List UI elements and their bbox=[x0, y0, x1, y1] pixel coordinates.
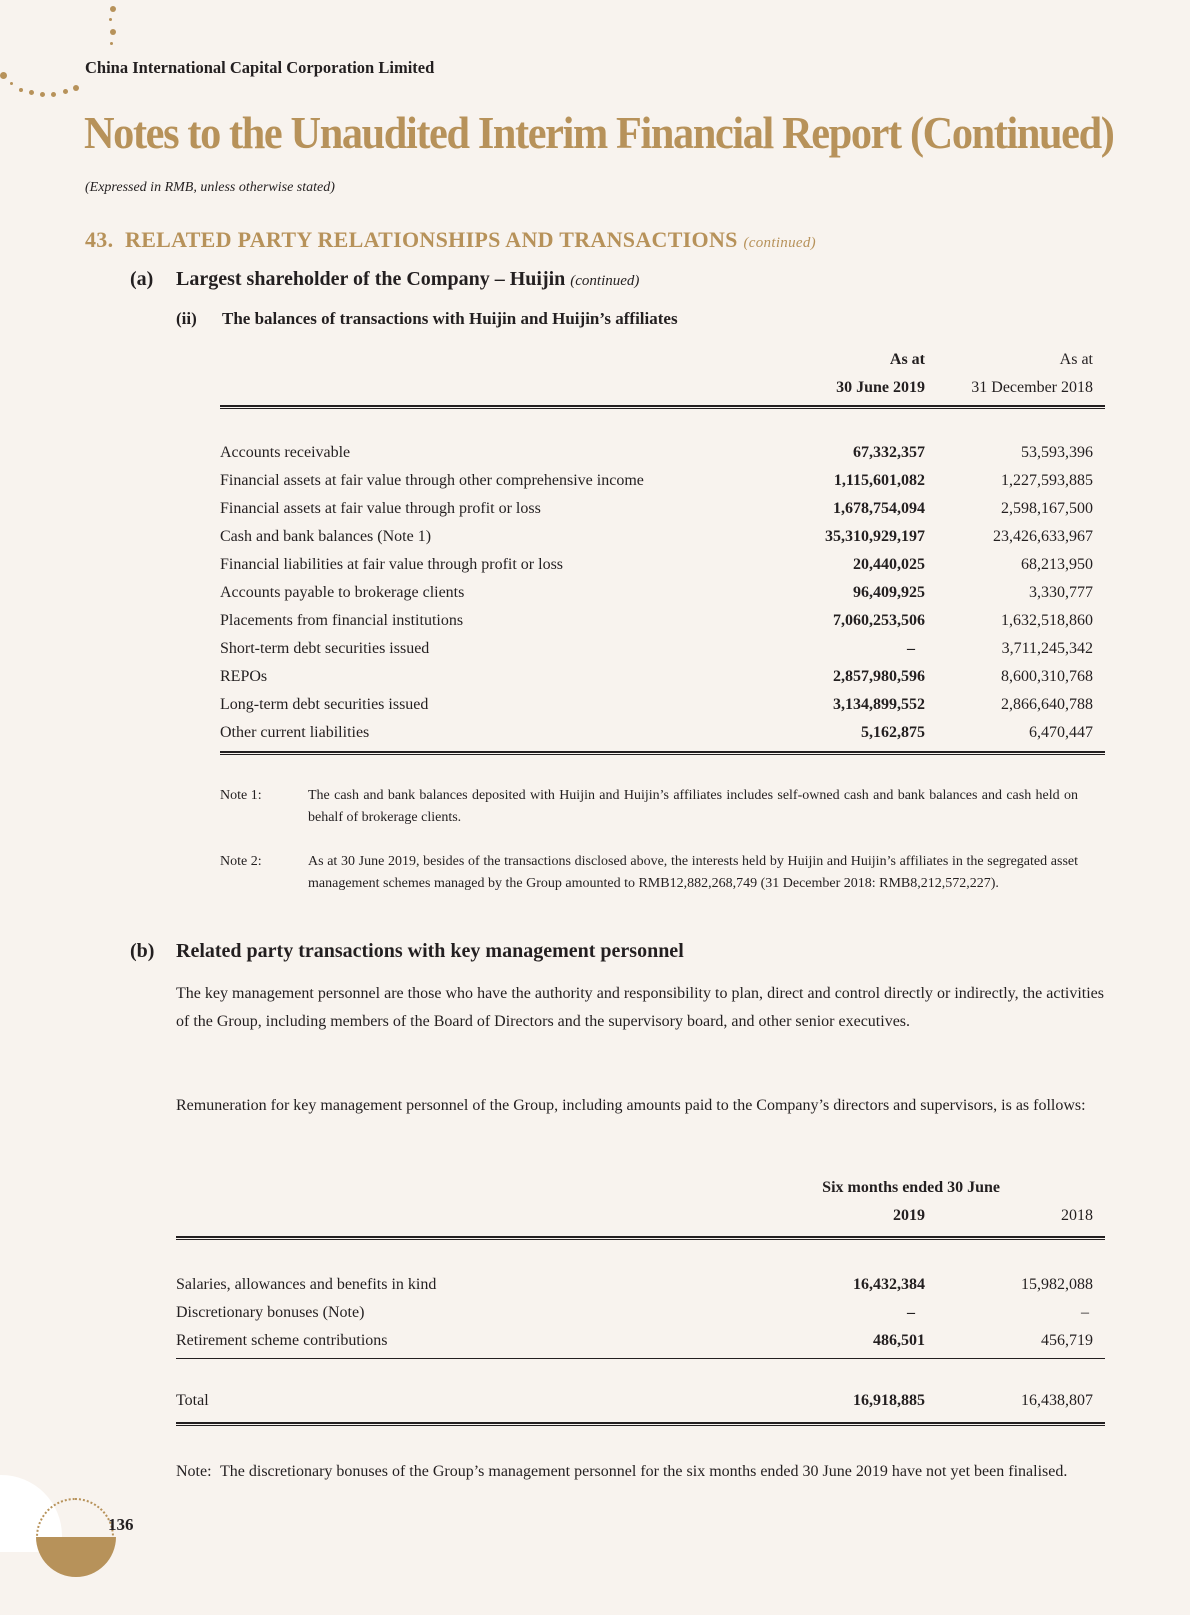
table-row: Other current liabilities 5,162,875 6,470,447 bbox=[220, 724, 1093, 741]
table-row: REPOs 2,857,980,596 8,600,310,768 bbox=[220, 668, 1093, 685]
subsection-b-number: (b) bbox=[130, 940, 155, 962]
col-2019-header: 2019 bbox=[893, 1207, 925, 1224]
header-rule bbox=[220, 405, 1105, 407]
remuneration-table bbox=[176, 1170, 1105, 1430]
company-name: China International Capital Corporation Limited bbox=[85, 58, 435, 77]
table-row: Retirement scheme contributions 486,501 456,719 bbox=[176, 1332, 1093, 1349]
table-row: Placements from financial institutions 7,060,253,506 1,632,518,860 bbox=[220, 612, 1093, 629]
subsection-a-title: Largest shareholder of the Company – Huijin bbox=[176, 268, 566, 290]
subsection-a-heading bbox=[130, 268, 639, 291]
section-continued: (continued) bbox=[743, 235, 816, 251]
note-2 bbox=[220, 851, 1105, 921]
footnote-label: Note: bbox=[176, 1463, 212, 1480]
table-row: Cash and bank balances (Note 1) 35,310,929,197 23,426,633,967 bbox=[220, 528, 1093, 545]
note-1 bbox=[220, 785, 1105, 835]
footnote-text: The discretionary bonuses of the Group’s management personnel for the six months ended 30 June 2019 have not yet been finalised. bbox=[220, 1463, 1068, 1480]
period-header: Six months ended 30 June bbox=[822, 1179, 1000, 1196]
col-2019-header-line2: 30 June 2019 bbox=[836, 379, 925, 396]
table-bottom-rule bbox=[220, 751, 1105, 753]
table-row: Financial liabilities at fair value through profit or loss 20,440,025 68,213,950 bbox=[220, 556, 1093, 573]
subsection-a-number: (a) bbox=[130, 268, 154, 290]
subsection-a-continued: (continued) bbox=[570, 273, 640, 289]
note-2-label: Note 2: bbox=[220, 854, 262, 869]
table-row: Long-term debt securities issued 3,134,899,552 2,866,640,788 bbox=[220, 696, 1093, 713]
subtotal-rule bbox=[176, 1358, 1105, 1359]
table-row: Salaries, allowances and benefits in kind 16,432,384 15,982,088 bbox=[176, 1276, 1093, 1293]
subsection-b-heading bbox=[130, 940, 684, 963]
header-rule bbox=[176, 1236, 1105, 1238]
balances-table bbox=[220, 340, 1105, 760]
total-row: Total 16,918,885 16,438,807 bbox=[176, 1392, 1093, 1409]
currency-note: (Expressed in RMB, unless otherwise stated) bbox=[85, 180, 335, 195]
subsection-b-title: Related party transactions with key management personnel bbox=[176, 940, 684, 962]
col-2018-header: 2018 bbox=[1061, 1207, 1093, 1224]
subsection-ii-heading bbox=[176, 309, 678, 329]
remuneration-intro-paragraph: Remuneration for key management personnel of the Group, including amounts paid to the Company’s directors and supervisors, is as follows: bbox=[176, 1097, 1086, 1114]
note-1-label: Note 1: bbox=[220, 788, 262, 803]
table-row: Short-term debt securities issued – 3,711,245,342 bbox=[220, 640, 1093, 657]
table-row: Accounts payable to brokerage clients 96,409,925 3,330,777 bbox=[220, 584, 1093, 601]
table-row: Financial assets at fair value through other comprehensive income 1,115,601,082 1,227,593,885 bbox=[220, 472, 1093, 489]
col-2018-header-line2: 31 December 2018 bbox=[971, 379, 1093, 396]
page-title: Notes to the Unaudited Interim Financial Report (Continued) bbox=[84, 107, 1114, 158]
page-number: 136 bbox=[108, 1515, 134, 1534]
footnote bbox=[176, 1458, 1104, 1485]
note-2-text: As at 30 June 2019, besides of the transactions disclosed above, the interests held by Huijin and Huijin’s affiliates in the segregated asset management schemes managed by the Group amounted to RMB12,882,268,749 (31 December 2018: RMB8,212,572,227). bbox=[308, 854, 1078, 891]
col-2018-header-line1: As at bbox=[1059, 351, 1093, 368]
table-row: Financial assets at fair value through profit or loss 1,678,754,094 2,598,167,500 bbox=[220, 500, 1093, 517]
section-heading bbox=[85, 227, 816, 253]
table-row: Accounts receivable 67,332,357 53,593,396 bbox=[220, 444, 1093, 461]
subsection-ii-number: (ii) bbox=[176, 309, 197, 328]
section-title: RELATED PARTY RELATIONSHIPS AND TRANSACTIONS bbox=[125, 227, 738, 252]
section-number: 43. bbox=[85, 227, 114, 252]
subsection-ii-title: The balances of transactions with Huijin and Huijin’s affiliates bbox=[222, 309, 678, 328]
col-2019-header-line1: As at bbox=[889, 351, 925, 368]
note-1-text: The cash and bank balances deposited with Huijin and Huijin’s affiliates includes self-owned cash and bank balances and cash held on behalf of brokerage clients. bbox=[308, 788, 1078, 825]
key-personnel-paragraph: The key management personnel are those who have the authority and responsibility to plan, direct and control directly or indirectly, the activities of the Group, including members of the Board of Directors and the supervisory board, and other senior executives. bbox=[176, 985, 1104, 1030]
table-row: Discretionary bonuses (Note) – – bbox=[176, 1304, 1089, 1321]
table-bottom-rule bbox=[176, 1422, 1105, 1424]
